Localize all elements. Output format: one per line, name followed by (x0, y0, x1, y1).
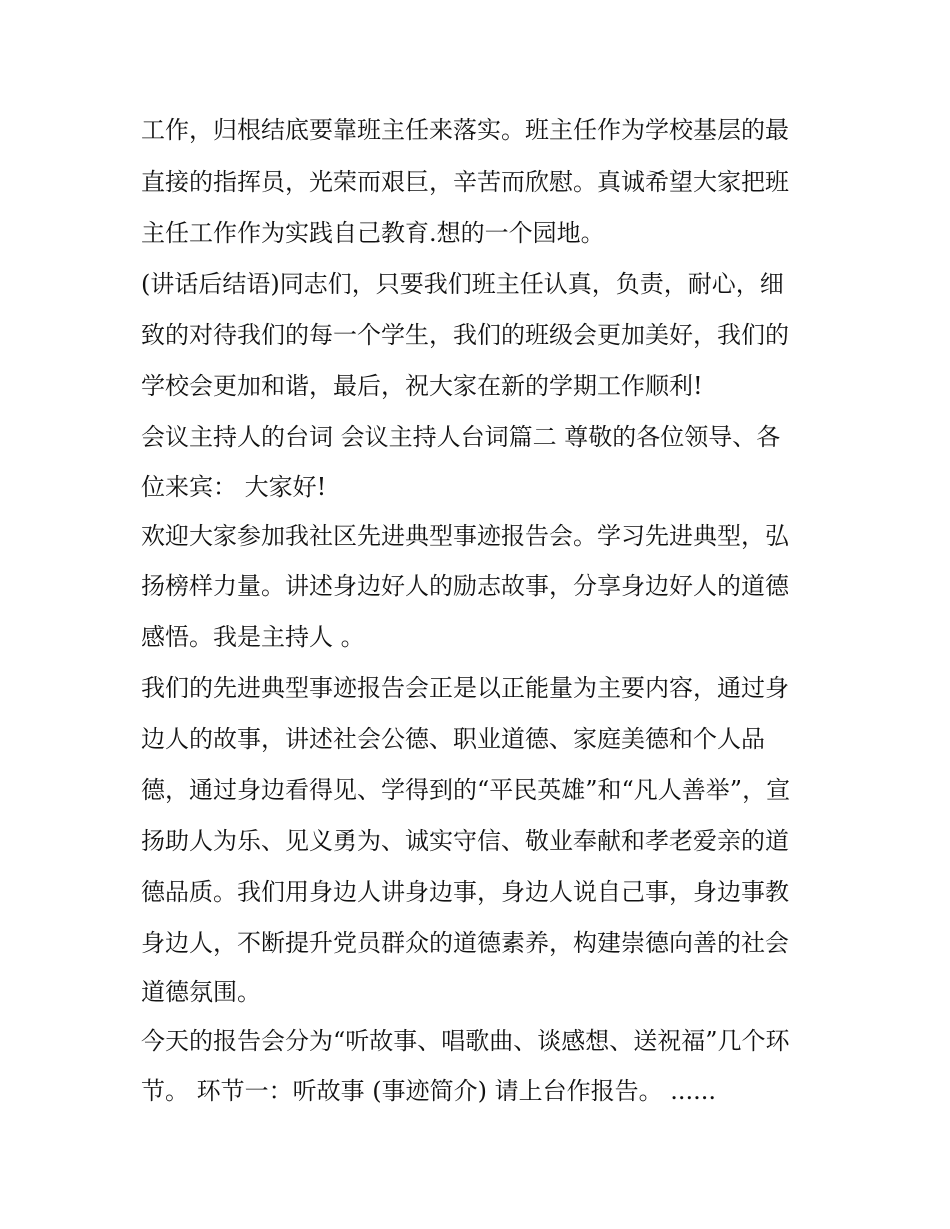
text-line: 欢迎大家参加我社区先进典型事迹报告会。学习先进典型，弘 (141, 522, 789, 550)
text-line: 感悟。我是主持人 。 (141, 623, 365, 651)
text-line: 身边人，不断提升党员群众的道德素养，构建崇德向善的社会 (141, 929, 789, 957)
text-line: 扬榜样力量。讲述身边好人的励志故事，分享身边好人的道德 (141, 572, 789, 600)
text-line: 主任工作作为实践自己教育.想的一个园地。 (141, 219, 605, 247)
text-line: 道德氛围。 (141, 978, 261, 1006)
text-line: 扬助人为乐、见义勇为、诚实守信、敬业奉献和孝老爱亲的道 (141, 827, 789, 855)
text-line: 会议主持人的台词 会议主持人台词篇二 尊敬的各位领导、各 (141, 423, 781, 451)
text-line: 德品质。我们用身边人讲身边事，身边人说自己事，身边事教 (141, 878, 789, 906)
text-line: 位来宾： 大家好! (141, 473, 327, 501)
text-line: 工作，归根结底要靠班主任来落实。班主任作为学校基层的最 (141, 116, 789, 144)
text-line: 学校会更加和谐，最后，祝大家在新的学期工作顺利! (141, 372, 703, 400)
text-line: 边人的故事，讲述社会公德、职业道德、家庭美德和个人品 (141, 725, 765, 753)
text-line: 德，通过身边看得见、学得到的“平民英雄”和“凡人善举”，宣 (141, 776, 791, 804)
text-line: 节。 环节一：听故事 (事迹简介) 请上台作报告。 ...... (141, 1077, 717, 1105)
text-line: 致的对待我们的每一个学生，我们的班级会更加美好，我们的 (141, 321, 789, 349)
text-line: 今天的报告会分为“听故事、唱歌曲、谈感想、送祝福”几个环 (141, 1027, 790, 1055)
text-line: 我们的先进典型事迹报告会正是以正能量为主要内容，通过身 (141, 674, 789, 702)
text-line: 直接的指挥员，光荣而艰巨，辛苦而欣慰。真诚希望大家把班 (141, 168, 789, 196)
text-line: (讲话后结语)同志们，只要我们班主任认真，负责，耐心，细 (141, 270, 784, 298)
